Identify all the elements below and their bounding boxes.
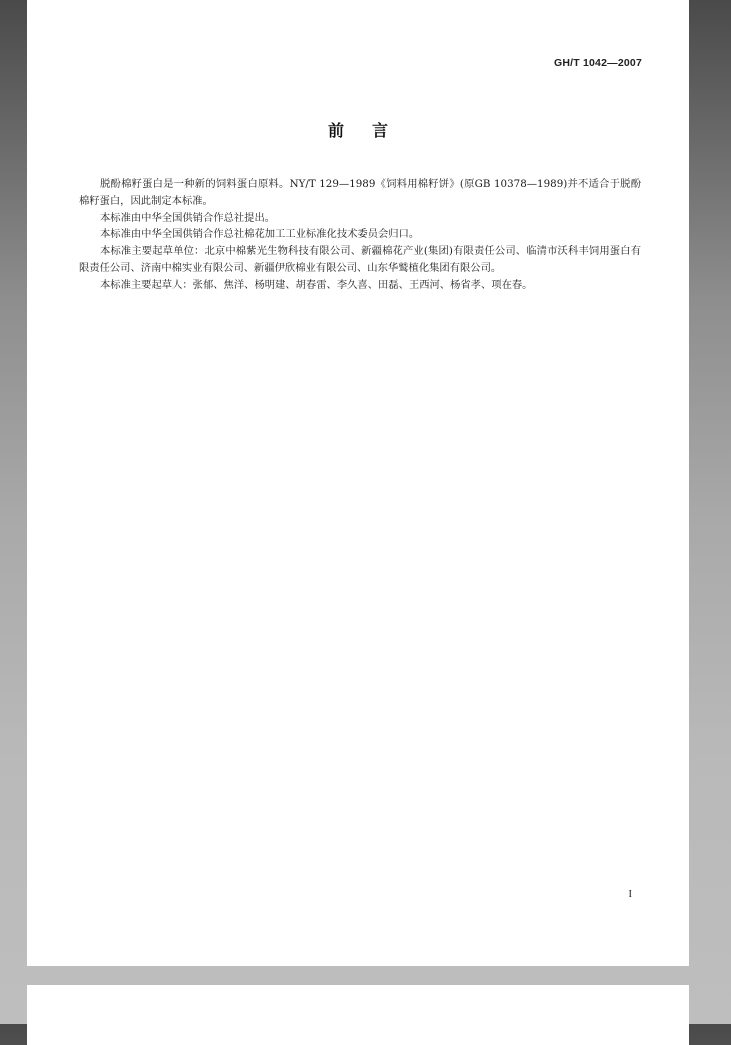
foreword-body — [79, 176, 641, 294]
paragraph: 本标准由中华全国供销合作总社提出。 — [100, 211, 276, 224]
paragraph: 本标准主要起草单位：北京中棉紫光生物科技有限公司、新疆棉花产业(集团)有限责任公司、临清市沃科丰饲用蛋白有限责任公司、济南中棉实业有限公司、新疆伊欣棉业有限公司、山东华鹫植化集团有限公司。 — [79, 245, 641, 274]
paragraph: 本标准由中华全国供销合作总社棉花加工工业标准化技术委员会归口。 — [100, 228, 420, 241]
page-number: I — [628, 889, 632, 900]
page-title: 前言 — [327, 121, 416, 140]
paragraph: 脱酚棉籽蛋白是一种新的饲料蛋白原料。NY/T 129—1989《饲料用棉籽饼》(原GB 10378—1989)并不适合于脱酚棉籽蛋白，因此制定本标准。 — [79, 178, 641, 207]
next-document-page — [27, 985, 689, 1045]
document-page — [27, 0, 689, 966]
paragraph: 本标准主要起草人：张郁、焦洋、杨明建、胡春雷、李久喜、田磊、王西河、杨省孝、项在春。 — [100, 278, 533, 291]
standard-code: GH/T 1042—2007 — [553, 57, 642, 69]
